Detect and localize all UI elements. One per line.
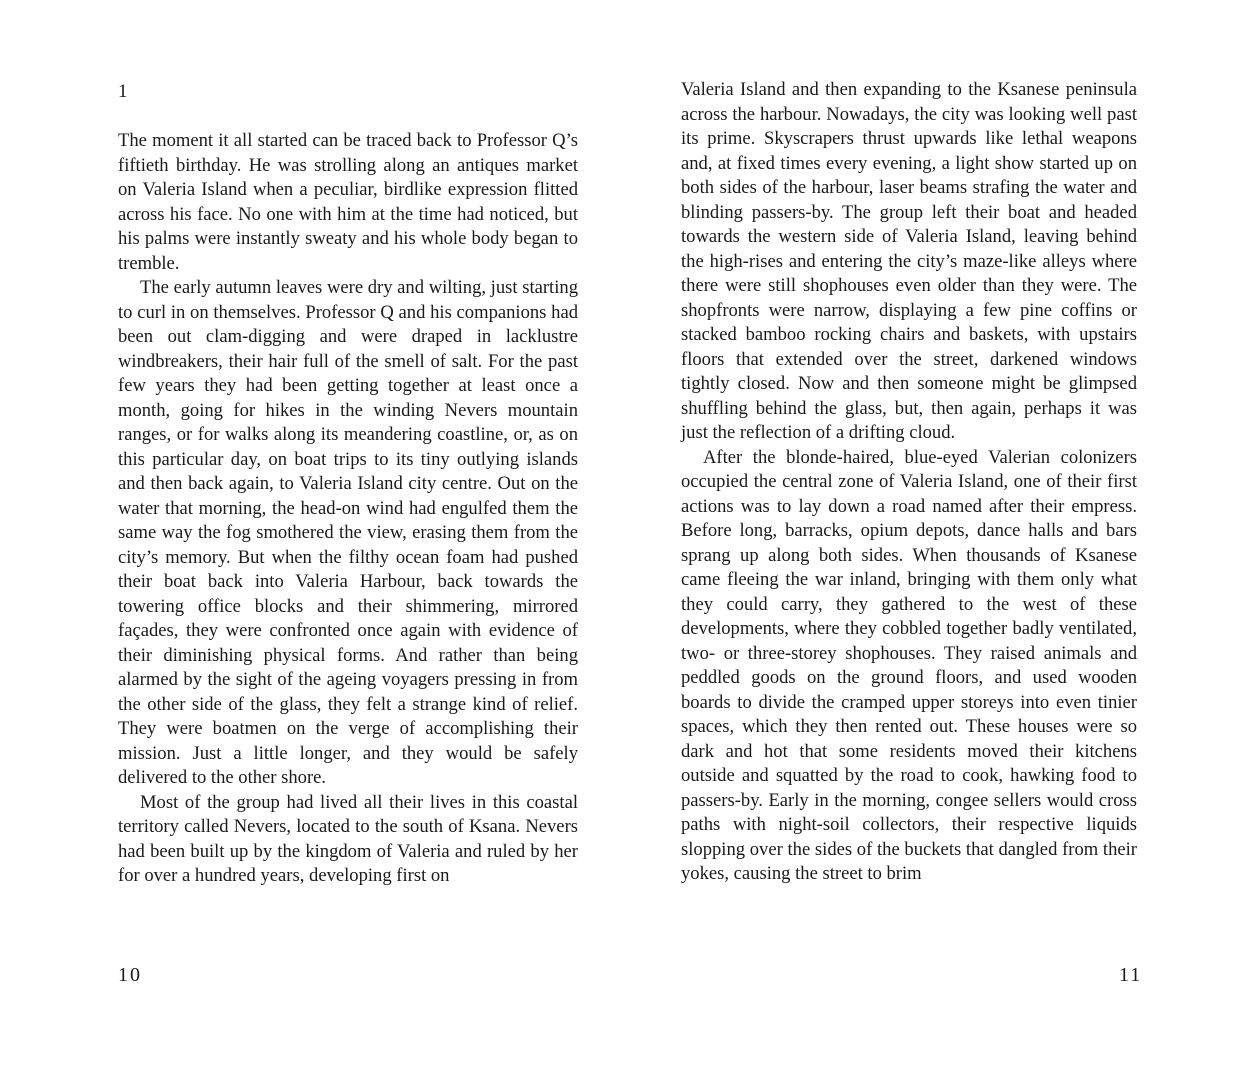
paragraph: The early autumn leaves were dry and wilting, just starting to curl in on themselves. Professor Q and his companions had been out clam-digging and were draped in lacklustre windbreakers, their hair full of the smell of salt. For the past few years they had been getting together at least once a month, going for hikes in the winding Nevers mountain ranges, or for walks along its meandering coastline, or, as on this particular day, on boat trips to its tiny outlying islands and then back again, to Valeria Island city centre. Out on the water that morning, the head-on wind had engulfed them the same way the fog smothered the view, erasing them from the city’s memory. But when the filthy ocean foam had pushed their boat back into Valeria Harbour, back towards the towering office blocks and their shimmering, mirrored façades, they were confronted once again with evidence of their diminishing physical forms. And rather than being alarmed by the sight of the ageing voyagers pressing in from the other side of the glass, they felt a strange kind of relief. They were boatmen on the verge of accomplishing their mission. Just a little longer, and they would be safely delivered to the other shore.	[118, 277, 578, 788]
paragraph: Most of the group had lived all their lives in this coastal territory called Nevers, located to the south of Ksana. Nevers had been built up by the kingdom of Valeria and ruled by her for over a hundred years, developing first on	[118, 791, 578, 886]
paragraph: After the blonde-haired, blue-eyed Valerian colonizers occupied the central zone of Valeria Island, one of their first actions was to lay down a road named after their empress. Before long, barracks, opium depots, dance halls and bars sprang up along both sides. When thousands of Ksanese came fleeing the war inland, bringing with them only what they could carry, they gathered to the west of these developments, where they cobbled together badly ventilated, two- or three-storey shophouses. They raised animals and peddled goods on the ground floors, and used wooden boards to divide the cramped upper storeys into even tinier spaces, which they then rented out. These houses were so dark and hot that some residents moved their kitchens outside and squatted by the road to cook, hawking food to passers-by. Early in the morning, congee sellers would cross paths with night-soil collectors, their respective liquids slopping over the sides of the buckets that dangled from their yokes, causing the street to brim	[681, 446, 1137, 884]
paragraph: The moment it all started can be traced back to Professor Q’s fiftieth birthday. He was strolling along an antiques market on Valeria Island when a peculiar, birdlike expression flitted across his face. No one with him at the time had noticed, but his palms were instantly sweaty and his whole body began to tremble.	[118, 130, 578, 274]
page-number-left: 10	[118, 964, 142, 986]
right-page-body	[681, 78, 1137, 887]
right-page	[626, 0, 1253, 1080]
paragraph: Valeria Island and then expanding to the Ksanese peninsula across the harbour. Nowadays, the city was looking well past its prime. Skyscrapers thrust upwards like lethal weapons and, at fixed times every evening, a light show started up on both sides of the harbour, laser beams strafing the water and blinding passers-by. The group left their boat and headed towards the western side of Valeria Island, leaving behind the high-rises and entering the city’s maze-like alleys where there were still shophouses even older than they were. The shopfronts were narrow, displaying a few pine coffins or stacked bamboo rocking chairs and baskets, with upstairs floors that extended over the street, darkened windows tightly closed. Now and then someone might be glimpsed shuffling behind the glass, but, then again, perhaps it was just the reflection of a drifting cloud.	[681, 79, 1137, 443]
chapter-number: 1	[118, 81, 128, 102]
left-page	[0, 0, 626, 1080]
page-number-right: 11	[1119, 964, 1143, 986]
left-page-body	[118, 129, 578, 889]
